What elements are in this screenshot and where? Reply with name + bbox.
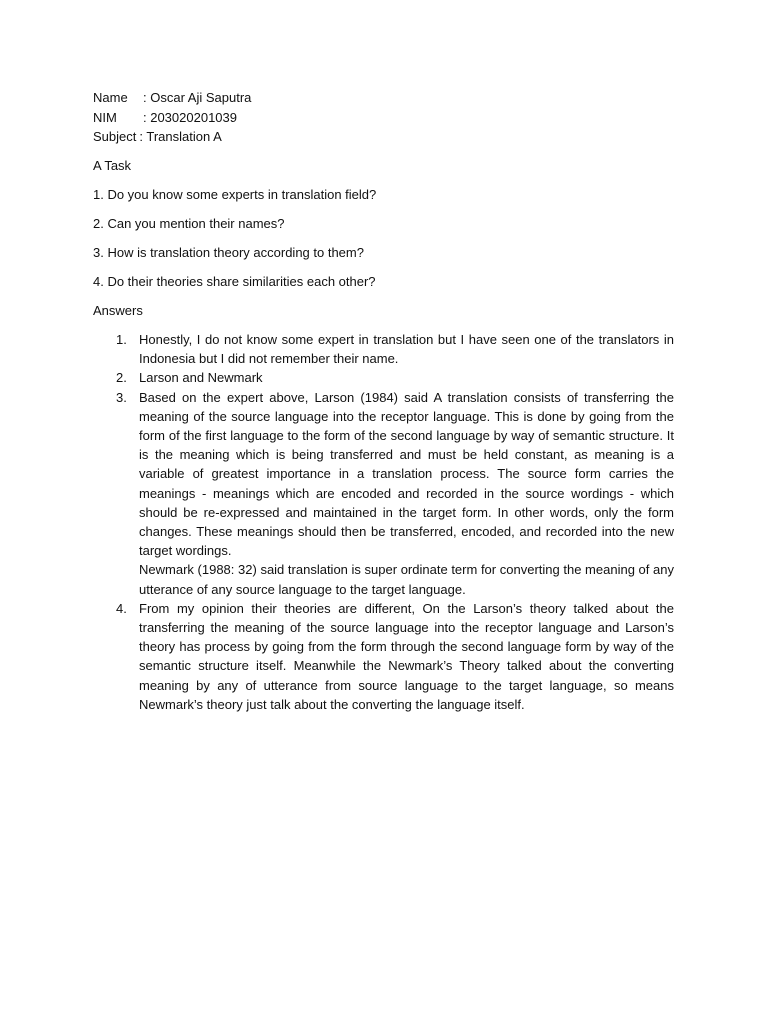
answer-text: Based on the expert above, Larson (1984) said A translation consists of transferring the meaning of the source language into the receptor language. This is done by going from the form of the first language to the form of the second language by way of semantic structure. It is the meaning which is being transferred and must be held constant, as meaning is a variable of greatest importance in a translation process. The source form carries the meanings - meanings which are encoded and recorded in the source wordings - which should be re-expressed and maintained in the target form. In other words, only the form changes. These meanings should then be transferred, encoded, and recorded into the new target wordings. — [139, 389, 674, 559]
subject-label: Subject — [93, 129, 137, 144]
nim-row — [93, 108, 674, 128]
question-4: 4. Do their theories share similarities each other? — [93, 274, 376, 289]
answer-text-newmark: Newmark (1988: 32) said translation is super ordinate term for converting the meaning of any utterance of any source language to the target language. — [139, 562, 674, 597]
name-label: Name — [93, 90, 128, 105]
name-value: : Oscar Aji Saputra — [143, 90, 252, 105]
answer-text: From my opinion their theories are different, On the Larson’s theory talked about the transferring the meaning of the source language into the receptor language and Larson’s theory has process by going from the form through the second language form by way of the semantic structure itself. Meanwhile the Newmark’s Theory talked about the converting meaning by any of utterance from source language to the target language, so means Newmark’s theory just talk about the converting the language itself. — [139, 600, 674, 712]
answer-item-3 — [93, 388, 674, 599]
answers-title: Answers — [93, 303, 143, 318]
subject-value: : Translation A — [139, 129, 222, 144]
answer-number: 4. — [116, 600, 127, 616]
document-page — [93, 88, 674, 714]
answer-number: 1. — [116, 332, 127, 347]
subject-row — [93, 127, 674, 147]
answer-item-1 — [93, 330, 674, 368]
answer-text: Honestly, I do not know some expert in translation but I have seen one of the translators in Indonesia but I did not remember their name. — [139, 332, 674, 367]
nim-label: NIM — [93, 109, 117, 125]
answer-number: 2. — [116, 370, 127, 386]
question-1: 1. Do you know some experts in translation field? — [93, 187, 377, 202]
nim-value: : 203020201039 — [143, 109, 237, 125]
question-2: 2. Can you mention their names? — [93, 216, 285, 231]
answer-item-4 — [93, 599, 674, 714]
name-row — [93, 88, 674, 108]
answer-number: 3. — [116, 389, 127, 405]
answer-text: Larson and Newmark — [139, 370, 263, 386]
student-header — [93, 88, 674, 147]
task-title: A Task — [93, 158, 132, 173]
answers-list — [93, 330, 674, 714]
question-3: 3. How is translation theory according to them? — [93, 245, 364, 260]
answer-item-2 — [93, 368, 674, 387]
